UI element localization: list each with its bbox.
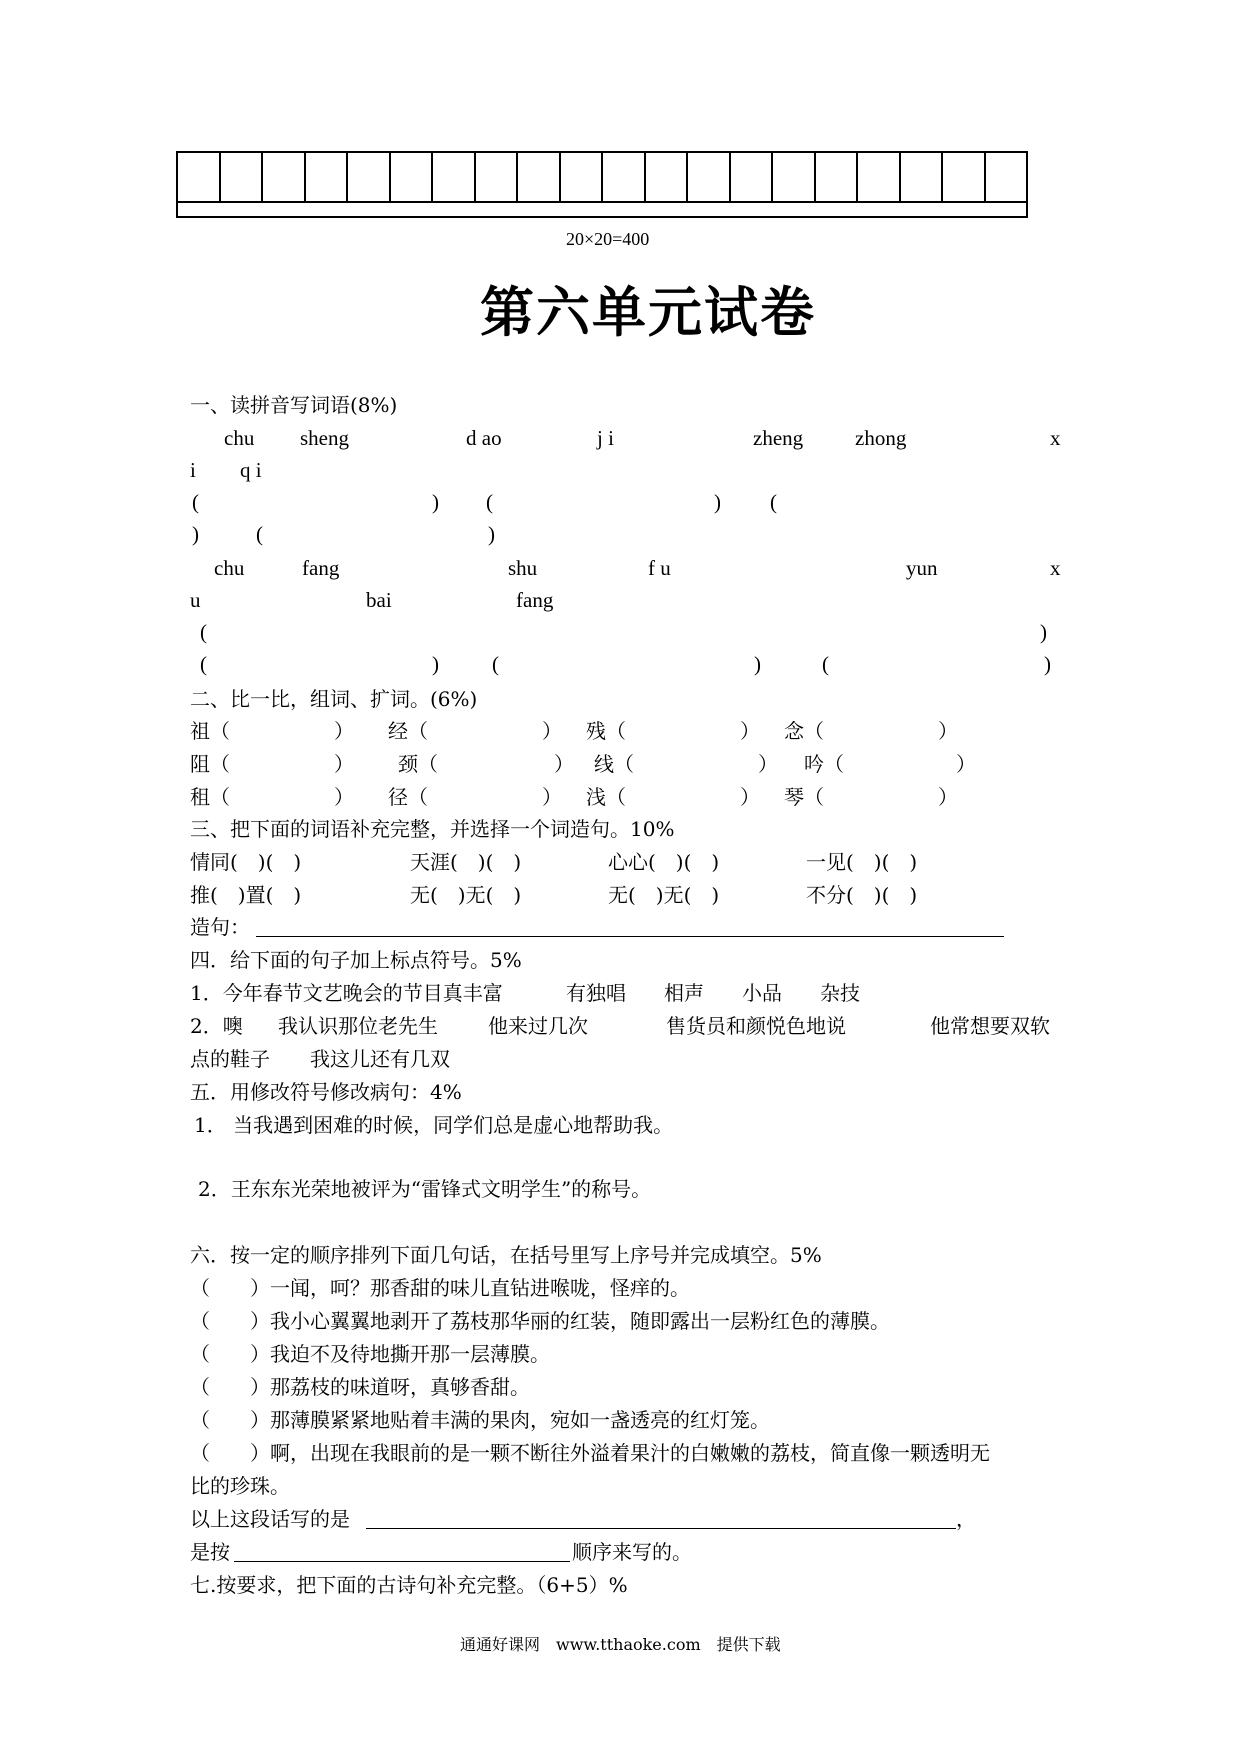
char-prompt: 径（ [388, 785, 428, 809]
sentence-part: 我认识那位老先生 [278, 1014, 438, 1038]
answer-paren: ) [192, 522, 199, 546]
grid-cell [943, 153, 986, 201]
answer-paren: ) [432, 490, 439, 514]
fill-label: 顺序来写的。 [572, 1540, 692, 1564]
char-prompt: 线（ [594, 752, 634, 776]
answer-line[interactable] [366, 1528, 956, 1529]
idiom-prompt: 心心( )( ) [608, 850, 720, 874]
section-3-heading: 三、把下面的词语补充完整，并选择一个词造句。10% [190, 817, 675, 841]
char-prompt: ） [542, 785, 562, 809]
pinyin: fang [302, 556, 340, 580]
answer-paren: ( [486, 490, 493, 514]
sentence-part: 2．噢 [190, 1014, 243, 1038]
grid-cell [773, 153, 816, 201]
answer-paren: ) [1044, 652, 1051, 676]
sentence-part: 他常想要双软 [930, 1014, 1050, 1038]
char-prompt: 祖（ [190, 719, 230, 743]
fill-label: ， [956, 1507, 976, 1531]
answer-paren: ( [192, 490, 199, 514]
grid-cell [858, 153, 901, 201]
char-prompt: ） [938, 719, 958, 743]
pinyin: fang [516, 588, 554, 612]
grid-cell [263, 153, 306, 201]
sentence-part: 我这儿还有几双 [310, 1047, 450, 1071]
writing-grid [176, 151, 1028, 218]
grid-cell [518, 153, 561, 201]
answer-paren: ( [256, 522, 263, 546]
pinyin: x [1050, 426, 1061, 450]
char-prompt: ） [334, 719, 354, 743]
grid-cell [476, 153, 519, 201]
char-prompt: 念（ [784, 719, 824, 743]
page-footer: 通通好课网 www.tthaoke.com 提供下载 [460, 1635, 781, 1654]
section-4-heading: 四．给下面的句子加上标点符号。5% [190, 948, 522, 972]
answer-paren: ) [432, 652, 439, 676]
grid-cell [433, 153, 476, 201]
idiom-prompt: 不分( )( ) [806, 883, 918, 907]
section-6-heading: 六．按一定的顺序排列下面几句话，在括号里写上序号并完成填空。5% [190, 1243, 822, 1267]
char-prompt: ） [758, 752, 778, 776]
answer-paren: ) [1040, 620, 1047, 644]
char-prompt: 阻（ [190, 752, 230, 776]
section-2-heading: 二、比一比，组词、扩词。(6%) [190, 687, 478, 711]
grid-cell [901, 153, 944, 201]
grid-cell [688, 153, 731, 201]
grid-cell [306, 153, 349, 201]
char-prompt: 琴（ [784, 785, 824, 809]
pinyin: u [190, 588, 201, 612]
char-prompt: 吟（ [804, 752, 844, 776]
pinyin: yun [906, 556, 938, 580]
fill-label: 是按 [190, 1540, 230, 1564]
order-item: （ ）一闻，呵？那香甜的味儿直钻进喉咙，怪痒的。 [190, 1276, 690, 1300]
grid-cell [391, 153, 434, 201]
grid-cell [646, 153, 689, 201]
idiom-prompt: 天涯( )( ) [410, 850, 522, 874]
pinyin: q i [240, 458, 262, 482]
pinyin: i [190, 458, 196, 482]
sentence-part: 点的鞋子 [190, 1047, 270, 1071]
order-item-continued: 比的珍珠。 [190, 1474, 290, 1498]
char-prompt: ） [740, 785, 760, 809]
char-prompt: 租（ [190, 785, 230, 809]
answer-paren: ) [754, 652, 761, 676]
section-5-heading: 五．用修改符号修改病句：4% [190, 1080, 462, 1104]
fill-label: 以上这段话写的是 [190, 1507, 350, 1531]
sentence-part: 杂技 [820, 981, 860, 1005]
sentence-part: 有独唱 [566, 981, 626, 1005]
answer-paren: ) [488, 522, 495, 546]
grid-cell [603, 153, 646, 201]
char-prompt: ） [334, 785, 354, 809]
idiom-prompt: 无( )无( ) [608, 883, 720, 907]
idiom-prompt: 情同( )( ) [190, 850, 302, 874]
pinyin: chu [214, 556, 245, 580]
pinyin: d ao [466, 426, 502, 450]
order-item: （ ）啊，出现在我眼前的是一颗不断往外溢着果汁的白嫩嫩的荔枝，简直像一颗透明无 [190, 1441, 990, 1465]
pinyin: bai [366, 588, 392, 612]
char-prompt: ） [740, 719, 760, 743]
char-prompt: 残（ [586, 719, 626, 743]
grid-caption: 20×20=400 [566, 229, 650, 249]
pinyin: x [1050, 556, 1061, 580]
answer-paren: ( [200, 652, 207, 676]
pinyin: sheng [300, 426, 349, 450]
char-prompt: 经（ [388, 719, 428, 743]
pinyin: zhong [855, 426, 907, 450]
sentence-part: 小品 [742, 981, 782, 1005]
section-7-heading: 七.按要求，把下面的古诗句补充完整。（6+5）% [190, 1573, 628, 1597]
grid-cell [986, 153, 1027, 201]
grid-cell [731, 153, 774, 201]
sentence-part: 售货员和颜悦色地说 [666, 1014, 846, 1038]
order-item: （ ）那荔枝的味道呀，真够香甜。 [190, 1375, 530, 1399]
pinyin: zheng [753, 426, 804, 450]
grid-row [178, 153, 1026, 203]
grid-cell [348, 153, 391, 201]
pinyin: f u [648, 556, 671, 580]
answer-paren: ) [714, 490, 721, 514]
char-prompt: ） [542, 719, 562, 743]
char-prompt: ） [334, 752, 354, 776]
idiom-prompt: 推( )置( ) [190, 883, 302, 907]
pinyin: j i [597, 426, 614, 450]
page-title: 第六单元试卷 [480, 280, 816, 344]
order-item: （ ）我小心翼翼地剥开了荔枝那华丽的红装，随即露出一层粉红色的薄膜。 [190, 1309, 890, 1333]
pinyin: chu [224, 426, 255, 450]
answer-line[interactable] [256, 936, 1004, 937]
faulty-sentence: 1． 当我遇到困难的时候，同学们总是虚心地帮助我。 [194, 1113, 674, 1137]
order-item: （ ）那薄膜紧紧地贴着丰满的果肉，宛如一盏透亮的红灯笼。 [190, 1408, 770, 1432]
char-prompt: ） [554, 752, 574, 776]
grid-cell [816, 153, 859, 201]
char-prompt: 浅（ [586, 785, 626, 809]
sentence-label: 造句： [190, 915, 250, 939]
answer-line[interactable] [234, 1561, 570, 1562]
sentence-part: 他来过几次 [488, 1014, 588, 1038]
char-prompt: ） [956, 752, 976, 776]
faulty-sentence: 2．王东东光荣地被评为“雷锋式文明学生”的称号。 [198, 1177, 652, 1201]
answer-paren: ( [492, 652, 499, 676]
answer-paren: ( [770, 490, 777, 514]
grid-cell [178, 153, 221, 201]
order-item: （ ）我迫不及待地撕开那一层薄膜。 [190, 1342, 550, 1366]
grid-cell [561, 153, 604, 201]
sentence-part: 相声 [664, 981, 704, 1005]
idiom-prompt: 一见( )( ) [806, 850, 918, 874]
grid-cell [221, 153, 264, 201]
section-1-heading: 一、读拼音写词语(8%) [190, 393, 398, 417]
answer-paren: ( [200, 620, 207, 644]
char-prompt: ） [938, 785, 958, 809]
char-prompt: 颈（ [398, 752, 438, 776]
pinyin: shu [508, 556, 538, 580]
answer-paren: ( [822, 652, 829, 676]
idiom-prompt: 无( )无( ) [410, 883, 522, 907]
sentence-part: 1．今年春节文艺晚会的节目真丰富 [190, 981, 503, 1005]
